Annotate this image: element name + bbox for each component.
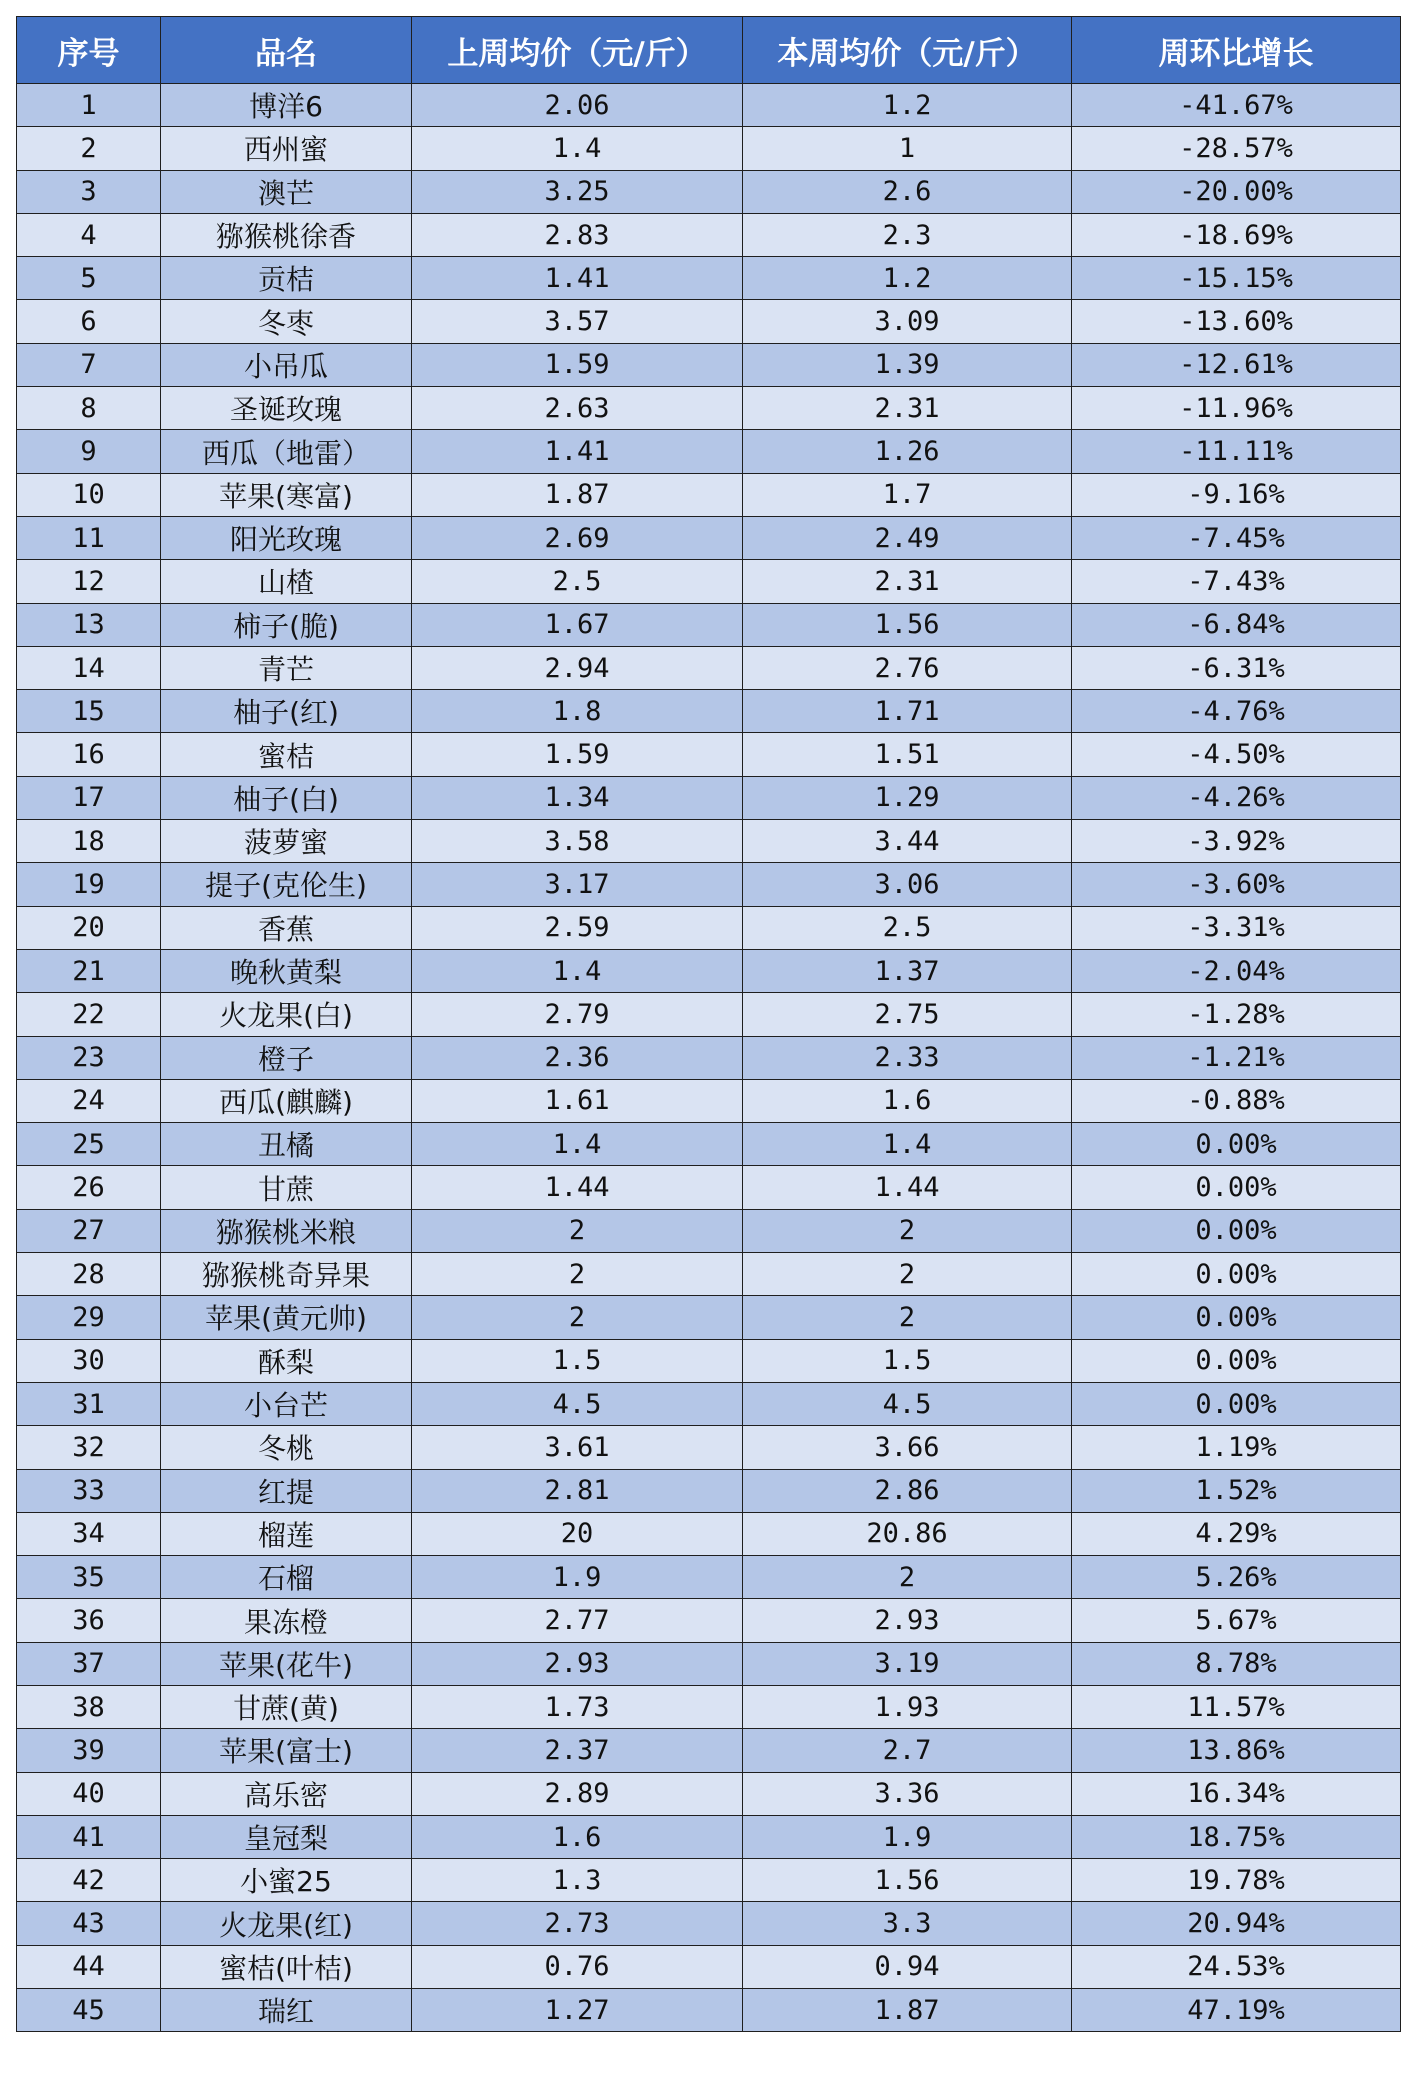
table-row	[17, 863, 1401, 906]
cell-this-week-price: 4.5	[743, 1382, 1072, 1425]
cell-index: 32	[17, 1426, 161, 1469]
cell-this-week-price: 2.31	[743, 560, 1072, 603]
cell-index: 15	[17, 690, 161, 733]
cell-change: 0.00%	[1072, 1253, 1401, 1296]
cell-last-week-price: 0.76	[412, 1945, 743, 1988]
cell-change: 1.19%	[1072, 1426, 1401, 1469]
table-row	[17, 1382, 1401, 1425]
cell-change: -2.04%	[1072, 949, 1401, 992]
table-row	[17, 1945, 1401, 1988]
cell-index: 10	[17, 473, 161, 516]
cell-this-week-price: 2	[743, 1296, 1072, 1339]
cell-last-week-price: 2.83	[412, 213, 743, 256]
cell-change: 24.53%	[1072, 1945, 1401, 1988]
cell-this-week-price: 1.37	[743, 949, 1072, 992]
cell-change: -4.76%	[1072, 690, 1401, 733]
cell-change: 4.29%	[1072, 1512, 1401, 1555]
header-row	[17, 17, 1401, 84]
cell-index: 31	[17, 1382, 161, 1425]
cell-change: -1.21%	[1072, 1036, 1401, 1079]
cell-product-name: 菠萝蜜	[161, 820, 412, 863]
cell-index: 29	[17, 1296, 161, 1339]
cell-change: 8.78%	[1072, 1642, 1401, 1685]
cell-index: 1	[17, 84, 161, 127]
cell-last-week-price: 2.73	[412, 1902, 743, 1945]
table-row	[17, 1469, 1401, 1512]
cell-product-name: 红提	[161, 1469, 412, 1512]
cell-index: 41	[17, 1815, 161, 1858]
cell-this-week-price: 3.09	[743, 300, 1072, 343]
cell-index: 42	[17, 1859, 161, 1902]
cell-index: 24	[17, 1079, 161, 1122]
cell-index: 18	[17, 820, 161, 863]
cell-last-week-price: 1.4	[412, 1123, 743, 1166]
cell-product-name: 柚子(白)	[161, 776, 412, 819]
cell-index: 5	[17, 257, 161, 300]
cell-last-week-price: 3.57	[412, 300, 743, 343]
table-row	[17, 1859, 1401, 1902]
table-row	[17, 1729, 1401, 1772]
cell-product-name: 柿子(脆)	[161, 603, 412, 646]
table-row	[17, 430, 1401, 473]
cell-last-week-price: 20	[412, 1512, 743, 1555]
cell-last-week-price: 2	[412, 1253, 743, 1296]
cell-last-week-price: 2.93	[412, 1642, 743, 1685]
cell-index: 23	[17, 1036, 161, 1079]
cell-change: 1.52%	[1072, 1469, 1401, 1512]
cell-product-name: 丑橘	[161, 1123, 412, 1166]
header-week-over-week-change: 周环比增长	[1072, 17, 1401, 84]
cell-index: 34	[17, 1512, 161, 1555]
cell-product-name: 蜜桔(叶桔)	[161, 1945, 412, 1988]
table-row	[17, 127, 1401, 170]
cell-this-week-price: 3.06	[743, 863, 1072, 906]
cell-product-name: 小吊瓜	[161, 343, 412, 386]
table-row	[17, 646, 1401, 689]
cell-change: -3.31%	[1072, 906, 1401, 949]
cell-index: 33	[17, 1469, 161, 1512]
cell-index: 45	[17, 1989, 161, 2032]
cell-product-name: 苹果(富士)	[161, 1729, 412, 1772]
cell-change: -6.31%	[1072, 646, 1401, 689]
cell-this-week-price: 2.93	[743, 1599, 1072, 1642]
cell-change: -13.60%	[1072, 300, 1401, 343]
table-row	[17, 170, 1401, 213]
table-row	[17, 473, 1401, 516]
cell-this-week-price: 3.66	[743, 1426, 1072, 1469]
cell-last-week-price: 1.3	[412, 1859, 743, 1902]
table-row	[17, 1642, 1401, 1685]
cell-product-name: 甘蔗(黄)	[161, 1685, 412, 1728]
cell-this-week-price: 1.6	[743, 1079, 1072, 1122]
cell-index: 17	[17, 776, 161, 819]
cell-change: -4.50%	[1072, 733, 1401, 776]
cell-this-week-price: 1.87	[743, 1989, 1072, 2032]
cell-this-week-price: 3.19	[743, 1642, 1072, 1685]
table-row	[17, 516, 1401, 559]
cell-product-name: 香蕉	[161, 906, 412, 949]
cell-product-name: 晚秋黄梨	[161, 949, 412, 992]
cell-index: 28	[17, 1253, 161, 1296]
cell-index: 38	[17, 1685, 161, 1728]
cell-this-week-price: 1	[743, 127, 1072, 170]
cell-product-name: 冬桃	[161, 1426, 412, 1469]
table-row	[17, 343, 1401, 386]
table-row	[17, 1556, 1401, 1599]
cell-index: 12	[17, 560, 161, 603]
cell-index: 13	[17, 603, 161, 646]
cell-last-week-price: 1.9	[412, 1556, 743, 1599]
cell-change: 0.00%	[1072, 1123, 1401, 1166]
table-row	[17, 733, 1401, 776]
cell-last-week-price: 2	[412, 1209, 743, 1252]
cell-change: -3.60%	[1072, 863, 1401, 906]
cell-change: -11.11%	[1072, 430, 1401, 473]
cell-change: -18.69%	[1072, 213, 1401, 256]
cell-change: -12.61%	[1072, 343, 1401, 386]
cell-this-week-price: 1.9	[743, 1815, 1072, 1858]
cell-change: -7.45%	[1072, 516, 1401, 559]
cell-last-week-price: 3.61	[412, 1426, 743, 1469]
cell-this-week-price: 3.44	[743, 820, 1072, 863]
cell-last-week-price: 2.36	[412, 1036, 743, 1079]
cell-change: -7.43%	[1072, 560, 1401, 603]
cell-product-name: 果冻橙	[161, 1599, 412, 1642]
cell-product-name: 圣诞玫瑰	[161, 387, 412, 430]
cell-product-name: 榴莲	[161, 1512, 412, 1555]
cell-last-week-price: 1.8	[412, 690, 743, 733]
cell-last-week-price: 1.59	[412, 343, 743, 386]
cell-index: 25	[17, 1123, 161, 1166]
cell-index: 20	[17, 906, 161, 949]
cell-change: 20.94%	[1072, 1902, 1401, 1945]
cell-product-name: 苹果(花牛)	[161, 1642, 412, 1685]
cell-product-name: 博洋6	[161, 84, 412, 127]
table-row	[17, 1296, 1401, 1339]
cell-index: 19	[17, 863, 161, 906]
cell-change: 47.19%	[1072, 1989, 1401, 2032]
cell-last-week-price: 2.94	[412, 646, 743, 689]
cell-last-week-price: 1.61	[412, 1079, 743, 1122]
price-table	[16, 16, 1401, 2032]
table-row	[17, 213, 1401, 256]
cell-product-name: 山楂	[161, 560, 412, 603]
cell-product-name: 苹果(寒富)	[161, 473, 412, 516]
table-row	[17, 1989, 1401, 2032]
cell-product-name: 提子(克伦生)	[161, 863, 412, 906]
cell-this-week-price: 2.31	[743, 387, 1072, 430]
cell-change: -20.00%	[1072, 170, 1401, 213]
cell-product-name: 小台芒	[161, 1382, 412, 1425]
cell-this-week-price: 1.51	[743, 733, 1072, 776]
cell-change: -11.96%	[1072, 387, 1401, 430]
cell-change: -9.16%	[1072, 473, 1401, 516]
header-product-name: 品名	[161, 17, 412, 84]
cell-this-week-price: 0.94	[743, 1945, 1072, 1988]
cell-this-week-price: 1.5	[743, 1339, 1072, 1382]
cell-change: 5.67%	[1072, 1599, 1401, 1642]
table-row	[17, 560, 1401, 603]
cell-last-week-price: 2.79	[412, 993, 743, 1036]
cell-this-week-price: 1.56	[743, 603, 1072, 646]
cell-change: 0.00%	[1072, 1296, 1401, 1339]
cell-product-name: 猕猴桃奇异果	[161, 1253, 412, 1296]
table-row	[17, 1685, 1401, 1728]
header-index: 序号	[17, 17, 161, 84]
cell-index: 43	[17, 1902, 161, 1945]
cell-index: 8	[17, 387, 161, 430]
cell-change: 0.00%	[1072, 1339, 1401, 1382]
cell-this-week-price: 2	[743, 1556, 1072, 1599]
cell-change: -3.92%	[1072, 820, 1401, 863]
cell-change: -15.15%	[1072, 257, 1401, 300]
cell-index: 36	[17, 1599, 161, 1642]
cell-index: 16	[17, 733, 161, 776]
cell-index: 7	[17, 343, 161, 386]
table-row	[17, 603, 1401, 646]
table-row	[17, 1079, 1401, 1122]
cell-product-name: 甘蔗	[161, 1166, 412, 1209]
cell-this-week-price: 2	[743, 1209, 1072, 1252]
cell-index: 44	[17, 1945, 161, 1988]
table-row	[17, 690, 1401, 733]
cell-product-name: 火龙果(红)	[161, 1902, 412, 1945]
cell-product-name: 冬枣	[161, 300, 412, 343]
cell-change: 18.75%	[1072, 1815, 1401, 1858]
cell-this-week-price: 1.44	[743, 1166, 1072, 1209]
cell-this-week-price: 1.7	[743, 473, 1072, 516]
cell-index: 35	[17, 1556, 161, 1599]
cell-last-week-price: 2.59	[412, 906, 743, 949]
cell-product-name: 猕猴桃徐香	[161, 213, 412, 256]
cell-this-week-price: 3.36	[743, 1772, 1072, 1815]
cell-this-week-price: 1.39	[743, 343, 1072, 386]
table-row	[17, 1772, 1401, 1815]
cell-this-week-price: 2.5	[743, 906, 1072, 949]
cell-last-week-price: 4.5	[412, 1382, 743, 1425]
cell-product-name: 猕猴桃米粮	[161, 1209, 412, 1252]
cell-index: 14	[17, 646, 161, 689]
cell-change: 19.78%	[1072, 1859, 1401, 1902]
cell-product-name: 阳光玫瑰	[161, 516, 412, 559]
cell-product-name: 澳芒	[161, 170, 412, 213]
cell-product-name: 酥梨	[161, 1339, 412, 1382]
cell-index: 40	[17, 1772, 161, 1815]
table-row	[17, 1339, 1401, 1382]
cell-change: 0.00%	[1072, 1382, 1401, 1425]
table-row	[17, 906, 1401, 949]
table-row	[17, 1902, 1401, 1945]
cell-this-week-price: 20.86	[743, 1512, 1072, 1555]
table-row	[17, 993, 1401, 1036]
cell-this-week-price: 2	[743, 1253, 1072, 1296]
cell-last-week-price: 1.59	[412, 733, 743, 776]
cell-last-week-price: 1.34	[412, 776, 743, 819]
cell-index: 22	[17, 993, 161, 1036]
table-row	[17, 1209, 1401, 1252]
cell-product-name: 贡桔	[161, 257, 412, 300]
cell-this-week-price: 2.6	[743, 170, 1072, 213]
cell-last-week-price: 1.4	[412, 949, 743, 992]
cell-last-week-price: 1.6	[412, 1815, 743, 1858]
cell-product-name: 小蜜25	[161, 1859, 412, 1902]
table-row	[17, 1512, 1401, 1555]
cell-last-week-price: 2.06	[412, 84, 743, 127]
cell-product-name: 蜜桔	[161, 733, 412, 776]
table-row	[17, 1123, 1401, 1166]
cell-last-week-price: 1.87	[412, 473, 743, 516]
cell-index: 11	[17, 516, 161, 559]
cell-last-week-price: 1.27	[412, 1989, 743, 2032]
table-row	[17, 300, 1401, 343]
cell-index: 2	[17, 127, 161, 170]
cell-this-week-price: 2.3	[743, 213, 1072, 256]
table-row	[17, 1599, 1401, 1642]
cell-this-week-price: 1.4	[743, 1123, 1072, 1166]
cell-last-week-price: 2.77	[412, 1599, 743, 1642]
cell-this-week-price: 1.26	[743, 430, 1072, 473]
cell-change: -41.67%	[1072, 84, 1401, 127]
table-row	[17, 1815, 1401, 1858]
cell-this-week-price: 1.2	[743, 257, 1072, 300]
cell-index: 4	[17, 213, 161, 256]
cell-last-week-price: 1.41	[412, 257, 743, 300]
cell-last-week-price: 1.73	[412, 1685, 743, 1728]
cell-product-name: 皇冠梨	[161, 1815, 412, 1858]
cell-this-week-price: 2.76	[743, 646, 1072, 689]
cell-index: 37	[17, 1642, 161, 1685]
cell-last-week-price: 2.37	[412, 1729, 743, 1772]
cell-change: -28.57%	[1072, 127, 1401, 170]
cell-product-name: 青芒	[161, 646, 412, 689]
cell-this-week-price: 1.93	[743, 1685, 1072, 1728]
cell-last-week-price: 3.58	[412, 820, 743, 863]
table-row	[17, 820, 1401, 863]
cell-index: 39	[17, 1729, 161, 1772]
cell-index: 30	[17, 1339, 161, 1382]
header-last-week-price: 上周均价（元/斤）	[412, 17, 743, 84]
cell-index: 6	[17, 300, 161, 343]
cell-index: 27	[17, 1209, 161, 1252]
table-body	[17, 84, 1401, 2032]
cell-this-week-price: 1.29	[743, 776, 1072, 819]
cell-last-week-price: 2.81	[412, 1469, 743, 1512]
cell-last-week-price: 1.44	[412, 1166, 743, 1209]
table-row	[17, 1253, 1401, 1296]
cell-this-week-price: 2.49	[743, 516, 1072, 559]
cell-change: -1.28%	[1072, 993, 1401, 1036]
cell-this-week-price: 1.71	[743, 690, 1072, 733]
cell-change: 0.00%	[1072, 1166, 1401, 1209]
cell-change: -4.26%	[1072, 776, 1401, 819]
cell-index: 26	[17, 1166, 161, 1209]
cell-last-week-price: 3.17	[412, 863, 743, 906]
table-row	[17, 949, 1401, 992]
cell-change: -0.88%	[1072, 1079, 1401, 1122]
table-row	[17, 84, 1401, 127]
table-row	[17, 776, 1401, 819]
cell-last-week-price: 2.63	[412, 387, 743, 430]
cell-product-name: 橙子	[161, 1036, 412, 1079]
cell-product-name: 苹果(黄元帅)	[161, 1296, 412, 1339]
cell-last-week-price: 3.25	[412, 170, 743, 213]
cell-product-name: 柚子(红)	[161, 690, 412, 733]
cell-index: 21	[17, 949, 161, 992]
cell-index: 3	[17, 170, 161, 213]
table-row	[17, 1426, 1401, 1469]
cell-this-week-price: 1.56	[743, 1859, 1072, 1902]
cell-product-name: 西瓜（地雷）	[161, 430, 412, 473]
cell-last-week-price: 1.41	[412, 430, 743, 473]
header-this-week-price: 本周均价（元/斤）	[743, 17, 1072, 84]
table-row	[17, 387, 1401, 430]
cell-this-week-price: 2.75	[743, 993, 1072, 1036]
cell-last-week-price: 2	[412, 1296, 743, 1339]
cell-last-week-price: 2.5	[412, 560, 743, 603]
cell-last-week-price: 1.5	[412, 1339, 743, 1382]
cell-product-name: 高乐密	[161, 1772, 412, 1815]
cell-product-name: 火龙果(白)	[161, 993, 412, 1036]
cell-this-week-price: 2.7	[743, 1729, 1072, 1772]
cell-change: 5.26%	[1072, 1556, 1401, 1599]
cell-change: 13.86%	[1072, 1729, 1401, 1772]
table-row	[17, 257, 1401, 300]
cell-product-name: 西瓜(麒麟)	[161, 1079, 412, 1122]
cell-last-week-price: 1.67	[412, 603, 743, 646]
table-row	[17, 1036, 1401, 1079]
cell-this-week-price: 1.2	[743, 84, 1072, 127]
cell-this-week-price: 2.86	[743, 1469, 1072, 1512]
cell-last-week-price: 1.4	[412, 127, 743, 170]
cell-last-week-price: 2.89	[412, 1772, 743, 1815]
cell-index: 9	[17, 430, 161, 473]
cell-this-week-price: 3.3	[743, 1902, 1072, 1945]
cell-product-name: 瑞红	[161, 1989, 412, 2032]
cell-change: 16.34%	[1072, 1772, 1401, 1815]
table-row	[17, 1166, 1401, 1209]
cell-change: -6.84%	[1072, 603, 1401, 646]
cell-last-week-price: 2.69	[412, 516, 743, 559]
cell-product-name: 西州蜜	[161, 127, 412, 170]
cell-this-week-price: 2.33	[743, 1036, 1072, 1079]
cell-product-name: 石榴	[161, 1556, 412, 1599]
cell-change: 0.00%	[1072, 1209, 1401, 1252]
cell-change: 11.57%	[1072, 1685, 1401, 1728]
